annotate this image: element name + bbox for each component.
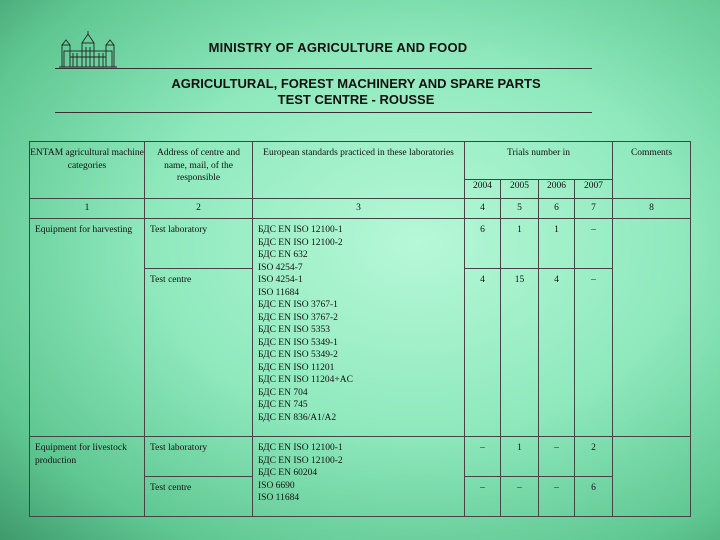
col-number: 3 [253,199,465,219]
address-test-laboratory: Test laboratory [145,437,253,477]
test-centre-table [29,141,691,517]
header-comments: Comments [613,142,691,199]
standard-item: БДС EN ISO 3767-2 [258,312,338,323]
test-centre-title-line1: AGRICULTURAL, FOREST MACHINERY AND SPARE PARTS [171,76,541,91]
trial-2007: 2 [575,437,613,477]
header-divider-top [55,68,592,69]
header-year-2005: 2005 [501,180,539,199]
trial-2004: 6 [465,219,501,269]
trial-2006: – [539,477,575,517]
standard-item: ISO 4254-1 [258,275,303,285]
trial-2005: 15 [501,269,539,437]
header-standards: European standards practiced in these laboratories [253,142,465,199]
trial-2006: 4 [539,269,575,437]
standard-item: БДС EN ISO 5349-1 [258,337,338,348]
test-centre-title-line2: TEST CENTRE - ROUSSE [277,92,435,107]
standard-item: ISO 4254-7 [258,262,303,273]
header-divider-bottom [55,112,592,113]
trial-2004: 4 [465,269,501,437]
header-category: ENTAM agricultural machine categories [30,142,145,199]
trial-2005: 1 [501,437,539,477]
header-address: Address of centre and name, mail, of the responsible [145,142,253,199]
col-number: 2 [145,199,253,219]
standard-item: ISO 11684 [258,493,300,503]
standards-harvesting [253,219,465,437]
category-livestock: Equipment for livestock production [30,437,145,517]
standard-item: БДС EN 60204 [258,468,318,478]
trial-2005: 1 [501,219,539,269]
standard-item: ISO 6690 [258,480,295,491]
comments-harvesting [613,219,691,437]
trial-2007: – [575,269,613,437]
address-test-centre: Test centre [145,477,253,517]
col-number: 7 [575,199,613,219]
header-trials: Trials number in [465,142,613,180]
standards-livestock [253,437,465,517]
col-number: 1 [30,199,145,219]
address-test-centre: Test centre [145,269,253,437]
standard-item: БДС EN ISO 12100-1 [258,225,343,235]
trial-2005: – [501,477,539,517]
standard-item: ISO 11684 [258,287,300,298]
standard-item: БДС EN ISO 5349-2 [258,350,338,360]
standard-item: БДС EN ISO 11204+AC [258,375,353,385]
standard-item: БДС EN ISO 5353 [258,325,331,335]
col-number: 8 [613,199,691,219]
table-row [30,437,691,477]
col-number: 5 [501,199,539,219]
standard-item: БДС EN 745 [258,400,308,410]
address-test-laboratory: Test laboratory [145,219,253,269]
header-year-2007: 2007 [575,180,613,199]
table-row [30,219,691,269]
standard-item: БДС EN 836/A1/A2 [258,412,337,423]
standard-item: БДС EN ISO 12100-2 [258,237,343,248]
test-centre-title [0,76,712,108]
standard-item: БДС EN ISO 12100-2 [258,455,343,466]
header-year-2004: 2004 [465,180,501,199]
trial-2007: 6 [575,477,613,517]
col-number: 6 [539,199,575,219]
trial-2004: – [465,477,501,517]
trial-2004: – [465,437,501,477]
col-number: 4 [465,199,501,219]
trial-2007: – [575,219,613,269]
trial-2006: – [539,437,575,477]
standard-item: БДС EN ISO 3767-1 [258,300,338,310]
standard-item: БДС EN ISO 11201 [258,362,335,373]
ministry-title: MINISTRY OF AGRICULTURE AND FOOD [208,40,468,55]
trial-2006: 1 [539,219,575,269]
category-harvesting: Equipment for harvesting [30,219,145,437]
standard-item: БДС EN 632 [258,250,308,260]
comments-livestock [613,437,691,517]
standard-item: БДС EN ISO 12100-1 [258,443,343,453]
standard-item: БДС EN 704 [258,387,308,398]
header-year-2006: 2006 [539,180,575,199]
